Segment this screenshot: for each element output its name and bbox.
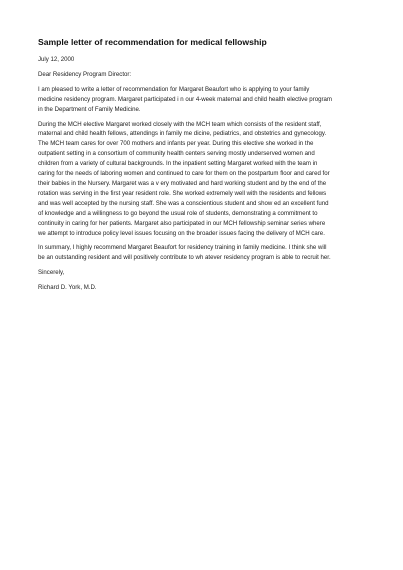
letter-body: [38, 37, 366, 293]
letter-date: July 12, 2000: [38, 56, 75, 63]
paragraph-elective: [38, 120, 366, 239]
paragraph-line: In summary, I highly recommend Margaret Beaufort for residency training in family medicine. I think she will: [38, 244, 327, 252]
paragraph-line: caring for the needs of laboring women and continued to care for them on the postpartum floor and cared for: [38, 170, 330, 178]
paragraph-line: rotation was serving in the first year resident role. She worked extremely well with the residents and fellows: [38, 189, 327, 197]
paragraph-intro: [38, 85, 366, 115]
paragraph-line: outpatient setting in a consortium of community health centers serving mostly underserved women and: [38, 150, 315, 158]
paragraph-line: continuity in caring for her patients. Margaret also participated in our MCH fellowship seminar series where: [38, 219, 326, 227]
paragraph-line: I am pleased to write a letter of recommendation for Margaret Beaufort who is applying to your family: [38, 85, 310, 93]
paragraph-line: and was well accepted by the nursing staff. She was a conscientious student and show ed an excellent fund: [38, 199, 329, 207]
paragraph-line: be an outstanding resident and will positively contribute to wh atever residency program is able to recruit her.: [38, 254, 331, 262]
paragraph-line: of knowledge and a willingness to go beyond the usual role of students, demonstrating a commitment to: [38, 209, 318, 217]
paragraph-line: medicine residency program. Margaret participated i n our 4-week maternal and child health elective program: [38, 95, 332, 103]
letter-salutation: Dear Residency Program Director:: [38, 70, 132, 78]
paragraph-line: maternal and child health fellows, attendings in family me dicine, pediatrics, and obstetrics and gynecology.: [38, 130, 327, 138]
letter-title: Sample letter of recommendation for medical fellowship: [38, 37, 267, 47]
paragraph-line: children from a variety of cultural backgrounds. In the inpatient setting Margaret worked with the team in: [38, 160, 318, 168]
letter-signature: Richard D. York, M.D.: [38, 284, 97, 292]
paragraph-line: in the Department of Family Medicine.: [38, 105, 141, 113]
paragraph-line: we attempt to introduce policy level issues focusing on the broader issues facing the delivery of MCH care.: [38, 229, 325, 237]
letter-closing: Sincerely,: [38, 269, 65, 277]
paragraph-summary: [38, 243, 366, 263]
paragraph-line: The MCH team cares for over 700 mothers and infants per year. During this elective she worked in the: [38, 140, 314, 148]
paragraph-line: their babies in the Nursery. Margaret was a v ery motivated and hard working student and by the end of the: [38, 179, 327, 187]
paragraph-line: During the MCH elective Margaret worked closely with the MCH team which consists of the resident staff,: [38, 120, 322, 128]
